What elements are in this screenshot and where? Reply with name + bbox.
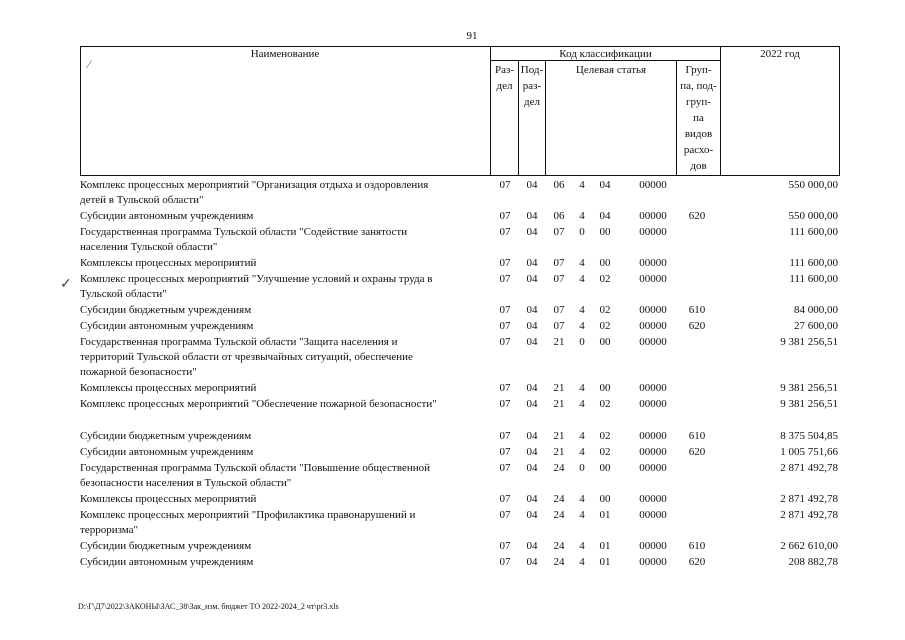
row-name: Субсидии автономным учреждениям xyxy=(80,320,254,332)
row-gap xyxy=(80,413,840,429)
target-subprogram-cell: 00 xyxy=(599,462,611,474)
target-subprogram-cell: 00 xyxy=(599,382,611,394)
vid-rashodov-cell: 620 xyxy=(688,556,706,568)
target-direction-cell: 00000 xyxy=(639,336,667,348)
table-row xyxy=(80,555,840,570)
row-name: Комплексы процессных мероприятий xyxy=(80,493,257,505)
podrazdel-cell: 04 xyxy=(526,273,538,285)
target-direction-cell: 00000 xyxy=(639,210,667,222)
table-row xyxy=(80,445,840,460)
target-type-cell: 4 xyxy=(579,540,585,552)
target-program-cell: 24 xyxy=(553,556,565,568)
row-name: Субсидии автономным учреждениям xyxy=(80,556,254,568)
header-bottom-border xyxy=(80,175,840,176)
header-left-border xyxy=(80,46,81,176)
amount-cell: 1 005 751,66 xyxy=(780,446,838,458)
check-mark-icon: ✓ xyxy=(60,277,72,292)
vid-rashodov-cell: 620 xyxy=(688,320,706,332)
header-code: Код классификации xyxy=(559,48,652,60)
razdel-cell: 07 xyxy=(499,179,511,191)
row-name: Субсидии бюджетным учреждениям xyxy=(80,430,252,442)
amount-cell: 27 600,00 xyxy=(794,320,838,332)
amount-cell: 2 871 492,78 xyxy=(780,462,838,474)
table-row xyxy=(80,492,840,507)
vid-rashodov-cell: 610 xyxy=(688,304,706,316)
target-direction-cell: 00000 xyxy=(639,556,667,568)
target-subprogram-cell: 02 xyxy=(599,430,611,442)
target-subprogram-cell: 02 xyxy=(599,446,611,458)
target-program-cell: 07 xyxy=(553,273,565,285)
amount-cell: 550 000,00 xyxy=(788,210,838,222)
target-program-cell: 07 xyxy=(553,320,565,332)
target-program-cell: 07 xyxy=(553,226,565,238)
target-type-cell: 4 xyxy=(579,398,585,410)
target-direction-cell: 00000 xyxy=(639,540,667,552)
razdel-cell: 07 xyxy=(499,398,511,410)
target-direction-cell: 00000 xyxy=(639,493,667,505)
target-program-cell: 21 xyxy=(553,336,565,348)
amount-cell: 9 381 256,51 xyxy=(780,382,838,394)
target-program-cell: 21 xyxy=(553,382,565,394)
target-subprogram-cell: 02 xyxy=(599,273,611,285)
table-body xyxy=(80,178,840,571)
target-type-cell: 4 xyxy=(579,304,585,316)
header-podrazdel: Под- раз- дел xyxy=(520,64,544,108)
table-row xyxy=(80,335,840,380)
row-name: Комплекс процессных мероприятий "Профилактика правонарушений и терроризма" xyxy=(80,509,416,536)
target-direction-cell: 00000 xyxy=(639,304,667,316)
target-direction-cell: 00000 xyxy=(639,273,667,285)
amount-cell: 9 381 256,51 xyxy=(780,336,838,348)
target-program-cell: 21 xyxy=(553,398,565,410)
vid-rashodov-cell: 610 xyxy=(688,540,706,552)
target-type-cell: 4 xyxy=(579,179,585,191)
target-direction-cell: 00000 xyxy=(639,382,667,394)
target-program-cell: 21 xyxy=(553,446,565,458)
target-type-cell: 4 xyxy=(579,556,585,568)
target-direction-cell: 00000 xyxy=(639,320,667,332)
table-row xyxy=(80,178,840,208)
row-name: Государственная программа Тульской области "Содействие занятости населения Тульской области" xyxy=(80,226,408,253)
header-right-border xyxy=(839,46,840,176)
row-name: Субсидии бюджетным учреждениям xyxy=(80,540,252,552)
razdel-cell: 07 xyxy=(499,446,511,458)
target-type-cell: 4 xyxy=(579,210,585,222)
razdel-cell: 07 xyxy=(499,273,511,285)
target-type-cell: 0 xyxy=(579,226,585,238)
podrazdel-cell: 04 xyxy=(526,446,538,458)
target-program-cell: 24 xyxy=(553,462,565,474)
table-row xyxy=(80,429,840,444)
table-row xyxy=(80,256,840,271)
row-name: Субсидии автономным учреждениям xyxy=(80,210,254,222)
razdel-cell: 07 xyxy=(499,226,511,238)
razdel-cell: 07 xyxy=(499,210,511,222)
podrazdel-cell: 04 xyxy=(526,382,538,394)
podrazdel-cell: 04 xyxy=(526,320,538,332)
table-row xyxy=(80,539,840,554)
target-subprogram-cell: 04 xyxy=(599,179,611,191)
razdel-cell: 07 xyxy=(499,320,511,332)
target-subprogram-cell: 00 xyxy=(599,226,611,238)
table-row xyxy=(80,397,840,412)
table-row xyxy=(80,319,840,334)
table-row xyxy=(80,303,840,318)
target-program-cell: 07 xyxy=(553,257,565,269)
podrazdel-cell: 04 xyxy=(526,179,538,191)
target-type-cell: 4 xyxy=(579,430,585,442)
target-subprogram-cell: 01 xyxy=(599,540,611,552)
podrazdel-cell: 04 xyxy=(526,493,538,505)
header-target: Целевая статья xyxy=(575,64,647,76)
razdel-cell: 07 xyxy=(499,430,511,442)
pencil-mark-icon: ⁄ xyxy=(88,57,91,71)
amount-cell: 208 882,78 xyxy=(788,556,838,568)
target-program-cell: 24 xyxy=(553,493,565,505)
table-row xyxy=(80,225,840,255)
table-row xyxy=(80,508,840,538)
amount-cell: 8 375 504,85 xyxy=(780,430,838,442)
row-name: Комплексы процессных мероприятий xyxy=(80,382,257,394)
razdel-cell: 07 xyxy=(499,540,511,552)
target-type-cell: 4 xyxy=(579,382,585,394)
razdel-cell: 07 xyxy=(499,556,511,568)
razdel-cell: 07 xyxy=(499,382,511,394)
target-subprogram-cell: 04 xyxy=(599,210,611,222)
row-name: Государственная программа Тульской области "Защита населения и территорий Тульской области от чрезвычайных ситуаций, обеспечение пожарной безопасности" xyxy=(80,336,413,378)
table-row xyxy=(80,209,840,224)
row-name: Государственная программа Тульской области "Повышение общественной безопасности населения в Тульской области" xyxy=(80,462,430,489)
razdel-cell: 07 xyxy=(499,257,511,269)
vid-rashodov-cell: 610 xyxy=(688,430,706,442)
podrazdel-cell: 04 xyxy=(526,257,538,269)
row-name: Субсидии автономным учреждениям xyxy=(80,446,254,458)
amount-cell: 2 871 492,78 xyxy=(780,493,838,505)
target-type-cell: 4 xyxy=(579,320,585,332)
vid-rashodov-cell: 620 xyxy=(688,446,706,458)
amount-cell: 84 000,00 xyxy=(794,304,838,316)
row-name: Комплекс процессных мероприятий "Обеспечение пожарной безопасности" xyxy=(80,398,437,410)
header-year: 2022 год xyxy=(760,48,800,60)
target-program-cell: 24 xyxy=(553,540,565,552)
table-row xyxy=(80,272,840,302)
podrazdel-cell: 04 xyxy=(526,430,538,442)
row-name: Комплекс процессных мероприятий "Улучшение условий и охраны труда в Тульской области" xyxy=(80,273,433,300)
target-subprogram-cell: 01 xyxy=(599,556,611,568)
header-vid: Груп- па, под- груп- па видов расхо- дов xyxy=(680,64,717,172)
target-program-cell: 07 xyxy=(553,304,565,316)
file-path: D:\Г\Д7\2022\ЗАКОНЫ\ЗАС_38\Зак_изм. бюджет ТО 2022-2024_2 чт\pr3.xls xyxy=(78,602,339,611)
amount-cell: 2 662 610,00 xyxy=(780,540,838,552)
target-type-cell: 0 xyxy=(579,462,585,474)
podrazdel-cell: 04 xyxy=(526,226,538,238)
podrazdel-cell: 04 xyxy=(526,509,538,521)
divider-year xyxy=(720,46,721,176)
amount-cell: 111 600,00 xyxy=(789,257,838,269)
razdel-cell: 07 xyxy=(499,462,511,474)
target-subprogram-cell: 00 xyxy=(599,257,611,269)
target-type-cell: 4 xyxy=(579,257,585,269)
target-program-cell: 06 xyxy=(553,210,565,222)
target-direction-cell: 00000 xyxy=(639,179,667,191)
target-program-cell: 21 xyxy=(553,430,565,442)
amount-cell: 111 600,00 xyxy=(789,226,838,238)
podrazdel-cell: 04 xyxy=(526,556,538,568)
target-type-cell: 4 xyxy=(579,273,585,285)
table-row xyxy=(80,461,840,491)
target-program-cell: 24 xyxy=(553,509,565,521)
amount-cell: 9 381 256,51 xyxy=(780,398,838,410)
table-row xyxy=(80,381,840,396)
target-direction-cell: 00000 xyxy=(639,257,667,269)
target-direction-cell: 00000 xyxy=(639,226,667,238)
table-header xyxy=(80,46,840,176)
razdel-cell: 07 xyxy=(499,304,511,316)
target-type-cell: 4 xyxy=(579,493,585,505)
page-number: 91 xyxy=(466,30,478,42)
target-program-cell: 06 xyxy=(553,179,565,191)
podrazdel-cell: 04 xyxy=(526,210,538,222)
podrazdel-cell: 04 xyxy=(526,462,538,474)
razdel-cell: 07 xyxy=(499,509,511,521)
target-type-cell: 4 xyxy=(579,509,585,521)
target-direction-cell: 00000 xyxy=(639,430,667,442)
razdel-cell: 07 xyxy=(499,336,511,348)
target-subprogram-cell: 02 xyxy=(599,304,611,316)
header-razdel: Раз- дел xyxy=(494,64,514,92)
target-direction-cell: 00000 xyxy=(639,446,667,458)
target-type-cell: 0 xyxy=(579,336,585,348)
podrazdel-cell: 04 xyxy=(526,540,538,552)
amount-cell: 2 871 492,78 xyxy=(780,509,838,521)
row-name: Субсидии бюджетным учреждениям xyxy=(80,304,252,316)
target-subprogram-cell: 01 xyxy=(599,509,611,521)
amount-cell: 111 600,00 xyxy=(789,273,838,285)
amount-cell: 550 000,00 xyxy=(788,179,838,191)
podrazdel-cell: 04 xyxy=(526,336,538,348)
vid-rashodov-cell: 620 xyxy=(688,210,706,222)
target-subprogram-cell: 02 xyxy=(599,398,611,410)
razdel-cell: 07 xyxy=(499,493,511,505)
target-type-cell: 4 xyxy=(579,446,585,458)
row-name: Комплексы процессных мероприятий xyxy=(80,257,257,269)
target-subprogram-cell: 02 xyxy=(599,320,611,332)
target-direction-cell: 00000 xyxy=(639,462,667,474)
header-name: Наименование xyxy=(250,48,320,60)
podrazdel-cell: 04 xyxy=(526,398,538,410)
target-direction-cell: 00000 xyxy=(639,509,667,521)
target-direction-cell: 00000 xyxy=(639,398,667,410)
row-name: Комплекс процессных мероприятий "Организация отдыха и оздоровления детей в Тульской области" xyxy=(80,179,429,206)
podrazdel-cell: 04 xyxy=(526,304,538,316)
target-subprogram-cell: 00 xyxy=(599,336,611,348)
target-subprogram-cell: 00 xyxy=(599,493,611,505)
